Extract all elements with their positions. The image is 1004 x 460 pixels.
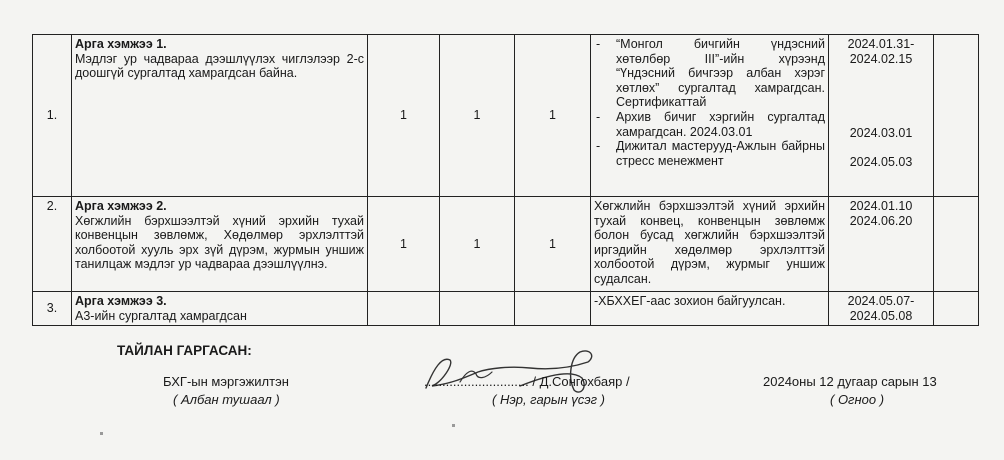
empty-cell xyxy=(934,197,979,292)
scan-speck xyxy=(100,432,103,435)
date-cell xyxy=(829,292,934,326)
measure-title: Арга хэмжээ 1. xyxy=(75,37,167,51)
position-label: ( Албан тушаал ) xyxy=(173,392,280,407)
count-cell: 1 xyxy=(440,197,515,292)
count-cell: 1 xyxy=(515,35,591,197)
activity-cell xyxy=(591,35,829,197)
count-cell: 1 xyxy=(368,197,440,292)
table-row xyxy=(33,292,979,326)
date-text: 2024.06.20 xyxy=(849,213,913,228)
table-row xyxy=(33,197,979,292)
row-number: 3. xyxy=(33,292,72,326)
date-text: 2024.01.10 xyxy=(849,199,913,213)
date-text: 2024.03.01 xyxy=(849,126,913,141)
report-table xyxy=(32,34,979,326)
date-cell xyxy=(829,197,934,292)
empty-cell xyxy=(934,292,979,326)
count-cell: 1 xyxy=(368,35,440,197)
date-value: 2024оны 12 дугаар сарын 13 xyxy=(763,374,937,389)
measure-title: Арга хэмжээ 2. xyxy=(75,199,167,213)
name-line: ............................. / Д.Сонгохбаяр / xyxy=(424,374,630,389)
empty-cell xyxy=(440,292,515,326)
measure-description: А3-ийн сургалтад хамрагдсан xyxy=(75,308,247,323)
row-number: 1. xyxy=(33,35,72,197)
measure-cell xyxy=(72,292,368,326)
measure-cell xyxy=(72,35,368,197)
measure-description: Хөгжлийн бэрхшээлтэй хүний эрхийн тухай конвенцын зөвлөмж, Хөдөлмөр эрхлэлттэй холбоотой хууль эрх зүй дүрэм, журмын уншиж танилцаж мэдлэг ур чадвараа дээшлүүлнэ. xyxy=(75,213,364,272)
date-cell xyxy=(829,35,934,197)
report-signature-heading: ТАЙЛАН ГАРГАСАН: xyxy=(117,343,252,358)
position-text: БХГ-ын мэргэжилтэн xyxy=(163,374,289,389)
date-text: 2024.05.03 xyxy=(849,154,913,169)
date-label: ( Огноо ) xyxy=(830,392,885,407)
empty-cell xyxy=(934,35,979,197)
name-label: ( Нэр, гарын үсэг ) xyxy=(492,392,605,407)
measure-title: Арга хэмжээ 3. xyxy=(75,294,167,308)
handwritten-signature xyxy=(420,338,620,398)
activity-item: - “Монгол бичгийн үндэсний хөтөлбөр III”-ийн хүрээнд “Үндэсний бичгээр албан хэрэг хөтлөх” сургалтад хамрагдсан. Сертификаттай xyxy=(594,37,825,110)
count-cell: 1 xyxy=(515,197,591,292)
count-cell: 1 xyxy=(440,35,515,197)
empty-cell xyxy=(515,292,591,326)
date-text: 2024.01.31- xyxy=(847,37,915,51)
empty-cell xyxy=(368,292,440,326)
date-text: 2024.05.08 xyxy=(849,308,913,323)
table-row xyxy=(33,35,979,197)
scan-speck xyxy=(452,424,455,427)
measure-cell xyxy=(72,197,368,292)
date-text: 2024.05.07- xyxy=(847,294,915,308)
date-text: 2024.02.15 xyxy=(849,51,913,66)
activity-cell: -ХБХХЕГ-аас зохион байгуулсан. xyxy=(591,292,829,326)
row-number: 2. xyxy=(33,197,72,292)
activity-item: - Дижитал мастерууд-Ажлын байрны стресс менежмент xyxy=(594,139,825,168)
measure-description: Мэдлэг ур чадвараа дээшлүүлэх чиглэлээр 2-с доошгүй сургалтад хамрагдсан байна. xyxy=(75,51,364,81)
activity-cell: Хөгжлийн бэрхшээлтэй хүний эрхийн тухай конвец, конвенцын зөвлөмж болон бусад хөгжлийн бэрхшээлтэй иргэдийн хөдөлмөр эрхлэлттэй холбоотой дүрэм, журмыг уншиж судалсан. xyxy=(591,197,829,292)
activity-item: - Архив бичиг хэргийн сургалтад хамрагдсан. 2024.03.01 xyxy=(594,110,825,139)
